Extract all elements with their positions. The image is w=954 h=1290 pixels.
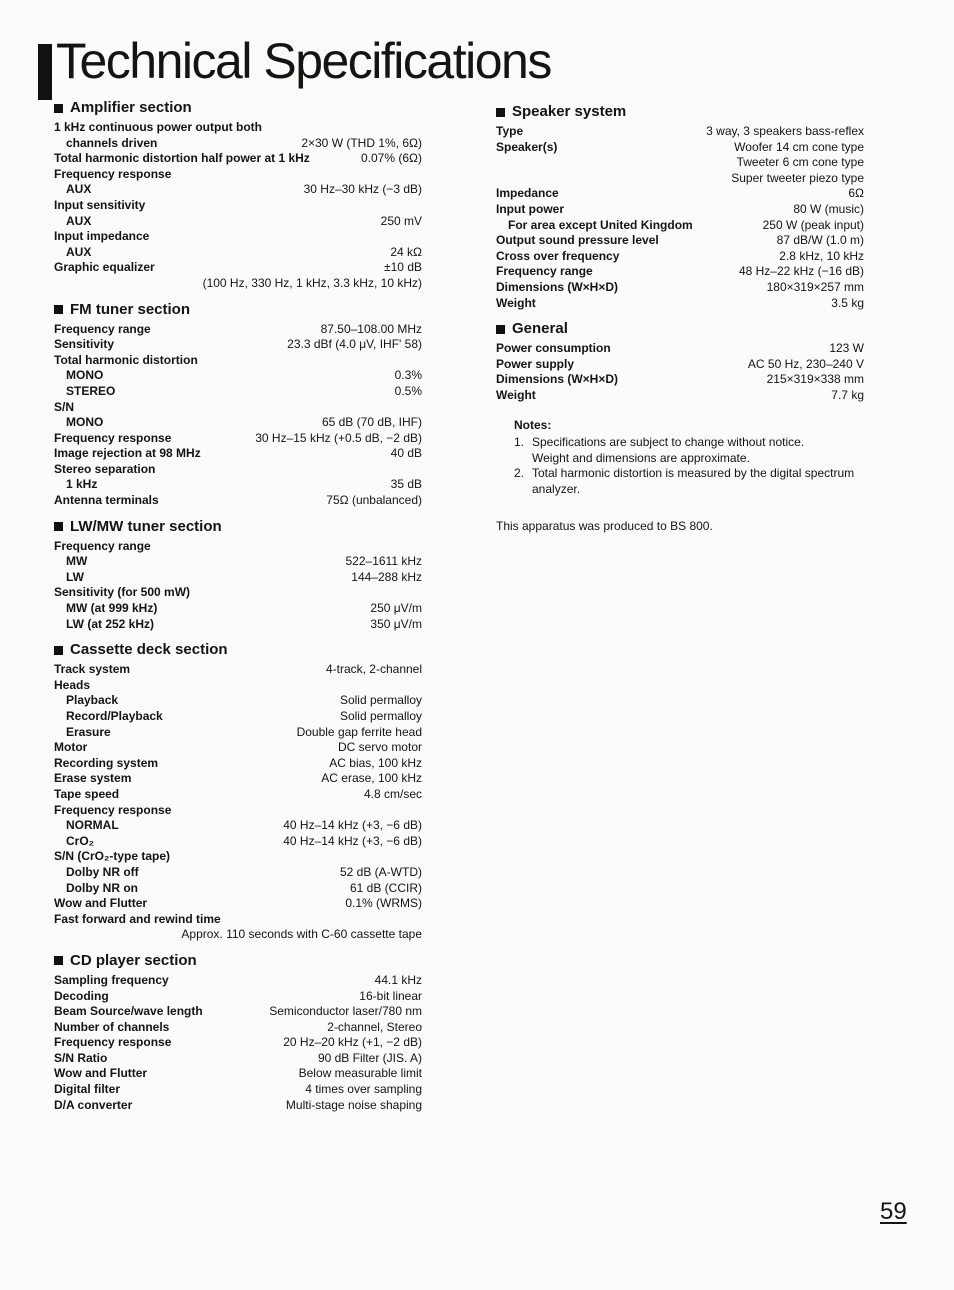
spec-value: 2-channel, Stereo [327,1019,422,1034]
spec-value: 250 W (peak input) [762,217,864,232]
spec-label: AUX [66,213,92,228]
spec-label: Number of channels [54,1019,170,1034]
spec-label: MONO [66,415,104,430]
spec-value: 2.8 kHz, 10 kHz [779,248,864,263]
spec-value: 30 Hz–15 kHz (+0.5 dB, −2 dB) [255,430,422,445]
note-body [532,435,804,466]
spec-label: MW [66,554,88,569]
spec-label: NORMAL [66,818,119,833]
spec-label: Input impedance [54,229,150,244]
spec-row [54,1098,422,1114]
spec-value: 80 W (music) [793,201,864,216]
spec-section [496,102,864,311]
spec-label: Wow and Flutter [54,896,148,911]
note-body [532,466,854,497]
spec-value: 24 kΩ [390,244,422,259]
spec-row [54,709,422,725]
section-heading [54,300,422,320]
spec-row [54,151,422,167]
spec-value: Semiconductor laser/780 nm [269,1004,422,1019]
spec-row [54,1020,422,1036]
spec-row [54,446,422,462]
spec-value: 87.50–108.00 MHz [320,321,422,336]
spec-value: 180×319×257 mm [766,279,864,294]
note-line: Weight and dimensions are approximate. [532,450,750,465]
spec-value: 123 W [829,341,864,356]
spec-value: 7.7 kg [831,387,864,402]
spec-value: AC erase, 100 kHz [321,771,422,786]
spec-row [54,136,422,152]
spec-row [54,1066,422,1082]
spec-label: LW (at 252 kHz) [66,616,155,631]
spec-row [496,140,864,156]
spec-label: Heads [54,677,91,692]
spec-row [54,693,422,709]
spec-label: Dimensions (W×H×D) [496,279,619,294]
section-heading [54,517,422,537]
spec-value: ±10 dB [384,260,422,275]
spec-value: 4-track, 2-channel [325,662,422,677]
notes-list [514,435,864,497]
spec-row [54,120,422,136]
spec-row [496,124,864,140]
spec-label: Stereo separation [54,461,156,476]
spec-row [54,818,422,834]
spec-label: STEREO [66,383,116,398]
spec-label: Fast forward and rewind time [54,911,221,926]
spec-label: Frequency response [54,166,172,181]
spec-value: Approx. 110 seconds with C-60 cassette tape [181,927,422,942]
spec-label: Sensitivity (for 500 mW) [54,585,191,600]
spec-value: 16-bit linear [359,988,422,1003]
spec-value: 48 Hz–22 kHz (−16 dB) [738,264,864,279]
spec-value: Below measurable limit [298,1066,422,1081]
spec-label: Cross over frequency [496,248,620,263]
square-bullet-icon [496,325,505,334]
spec-row [54,803,422,819]
spec-value: 30 Hz–30 kHz (−3 dB) [303,182,422,197]
square-bullet-icon [54,646,63,655]
spec-section [54,640,422,943]
spec-row [54,1082,422,1098]
spec-row [496,186,864,202]
spec-label: Dimensions (W×H×D) [496,372,619,387]
spec-row [54,662,422,678]
spec-row [54,787,422,803]
spec-label: Frequency range [54,538,151,553]
spec-row [496,280,864,296]
section-heading [54,951,422,971]
spec-label: S/N (CrO₂-type tape) [54,849,171,864]
spec-label: Impedance [496,186,559,201]
spec-value: 87 dB/W (1.0 m) [776,233,864,248]
spec-row [496,171,864,187]
spec-label: Frequency range [496,264,593,279]
spec-label: Frequency response [54,802,172,817]
spec-label: Decoding [54,988,109,1003]
title-accent-bar [38,44,52,100]
spec-row [54,260,422,276]
spec-row [54,1004,422,1020]
spec-label: Graphic equalizer [54,260,155,275]
spec-label: Frequency response [54,430,172,445]
right-sections [496,102,864,404]
spec-label: Speaker(s) [496,139,558,154]
section-heading-text: Amplifier section [70,99,192,116]
spec-label: S/N [54,399,75,414]
spec-row [54,539,422,555]
spec-row [54,834,422,850]
spec-value: (100 Hz, 330 Hz, 1 kHz, 3.3 kHz, 10 kHz) [202,275,422,290]
spec-row [54,477,422,493]
spec-label: S/N Ratio [54,1050,108,1065]
square-bullet-icon [54,305,63,314]
spec-row [54,678,422,694]
spec-row [54,617,422,633]
spec-section [54,300,422,509]
spec-label: Motor [54,740,88,755]
spec-row [496,388,864,404]
spec-label: Erase system [54,771,132,786]
spec-label: Erasure [66,724,111,739]
section-heading-text: Speaker system [512,103,627,120]
section-heading [54,98,422,118]
spec-label: MW (at 999 kHz) [66,601,158,616]
spec-section [496,319,864,403]
spec-row [54,384,422,400]
spec-label: Recording system [54,755,159,770]
section-heading [496,319,864,339]
notes [496,418,864,498]
spec-row [54,927,422,943]
spec-value: DC servo motor [337,740,422,755]
spec-label: Antenna terminals [54,493,159,508]
spec-label: For area except United Kingdom [508,217,693,232]
spec-row [54,989,422,1005]
spec-value: 20 Hz–20 kHz (+1, −2 dB) [283,1035,422,1050]
spec-label: Input sensitivity [54,197,146,212]
spec-label: Power consumption [496,341,611,356]
spec-row [496,155,864,171]
spec-value: 3 way, 3 speakers bass-reflex [706,124,864,138]
spec-value: 250 μV/m [370,601,422,616]
spec-row [54,229,422,245]
spec-value: 40 Hz–14 kHz (+3, −6 dB) [283,833,422,848]
spec-row [54,245,422,261]
spec-row [54,415,422,431]
spec-value: Solid permalloy [339,693,422,708]
spec-row [54,849,422,865]
spec-label: Wow and Flutter [54,1066,148,1081]
spec-label: Tape speed [54,786,120,801]
spec-label: MONO [66,368,104,383]
spec-label: AUX [66,244,92,259]
spec-label: Record/Playback [66,709,163,723]
spec-section [54,98,422,292]
section-heading-text: Cassette deck section [70,641,228,659]
note-line: Total harmonic distortion is measured by the digital spectrum [532,466,855,480]
section-heading-text: CD player section [70,951,197,969]
spec-row [54,973,422,989]
spec-row [54,431,422,447]
section-heading-text: LW/MW tuner section [70,517,222,535]
spec-label: CrO₂ [66,833,95,848]
spec-value: 44.1 kHz [374,972,422,987]
spec-value: 75Ω (unbalanced) [326,493,422,508]
spec-row [496,233,864,249]
spec-value: AC bias, 100 kHz [329,755,422,770]
spec-value: 0.1% (WRMS) [345,896,422,911]
spec-value: 0.3% [394,368,422,383]
spec-value: 90 dB Filter (JIS. A) [317,1050,422,1065]
spec-label: Sensitivity [54,337,115,352]
spec-row [54,601,422,617]
spec-row [54,353,422,369]
spec-row [54,214,422,230]
spec-value: 522–1611 kHz [345,554,422,569]
spec-row [54,896,422,912]
square-bullet-icon [54,956,63,965]
spec-row [54,740,422,756]
spec-row [54,570,422,586]
spec-section [54,517,422,633]
spec-value: 250 mV [380,213,422,228]
spec-row [496,202,864,218]
spec-row [496,296,864,312]
section-heading [496,102,864,122]
spec-label: Weight [496,387,536,402]
left-column [54,98,422,1121]
spec-row [496,372,864,388]
spec-label: 1 kHz [66,477,98,492]
section-heading [54,640,422,660]
spec-value: Woofer 14 cm cone type [734,139,864,154]
spec-label: Track system [54,662,131,677]
spec-row [496,264,864,280]
spec-value: Super tweeter piezo type [731,170,864,185]
note-line: Specifications are subject to change without notice. [532,435,805,449]
spec-row [54,585,422,601]
spec-row [54,725,422,741]
spec-row [54,462,422,478]
spec-value: 52 dB (A-WTD) [339,864,422,879]
spec-row [54,322,422,338]
spec-row [54,756,422,772]
spec-label: Frequency range [54,321,151,336]
spec-label: D/A converter [54,1097,133,1112]
spec-value: 2×30 W (THD 1%, 6Ω) [301,135,422,150]
spec-value: 40 dB [390,446,422,461]
spec-value: 40 Hz–14 kHz (+3, −6 dB) [283,818,422,833]
spec-value: 3.5 kg [831,295,864,310]
spec-value: Tweeter 6 cm cone type [736,155,864,170]
section-heading-text: General [512,320,568,338]
note-number: 1. [514,435,525,449]
spec-label: Total harmonic distortion half power at 1 kHz [54,151,310,166]
spec-value: 23.3 dBf (4.0 μV, IHF' 58) [287,337,422,352]
spec-value: 61 dB (CCIR) [349,880,422,895]
spec-value: 4 times over sampling [305,1082,422,1097]
spec-row [496,341,864,357]
spec-value: 215×319×338 mm [766,372,864,387]
right-column [496,102,864,533]
spec-label: Output sound pressure level [496,233,659,248]
spec-row [54,400,422,416]
page-number: 59 [880,1198,907,1225]
spec-row [496,249,864,265]
spec-row [54,881,422,897]
spec-label: Frequency response [54,1035,172,1050]
spec-row [54,1035,422,1051]
note-item [514,435,864,466]
spec-row [54,182,422,198]
spec-row [54,276,422,292]
spec-row [54,337,422,353]
spec-value: 0.07% (6Ω) [361,151,422,166]
spec-label: Sampling frequency [54,972,169,987]
square-bullet-icon [54,104,63,113]
spec-value: AC 50 Hz, 230–240 V [747,356,864,371]
spec-label: Digital filter [54,1082,121,1097]
spec-value: 4.8 cm/sec [363,786,422,801]
note-item [514,466,864,497]
spec-label: Dolby NR off [66,864,139,879]
spec-section [54,951,422,1113]
spec-label: Dolby NR on [66,880,138,895]
spec-label: AUX [66,182,92,197]
produced-statement: This apparatus was produced to BS 800. [496,519,713,533]
spec-label: Weight [496,295,536,310]
spec-label: Total harmonic distortion [54,352,198,367]
spec-row [54,865,422,881]
spec-row [54,1051,422,1067]
notes-title: Notes: [514,417,552,432]
spec-row [54,912,422,928]
spec-value: Solid permalloy [339,709,422,723]
page-title: Technical Specifications [56,33,551,89]
spec-row [54,198,422,214]
spec-row [54,554,422,570]
spec-label: Type [496,124,524,138]
spec-row [496,218,864,234]
spec-label: Image rejection at 98 MHz [54,446,201,461]
note-line: analyzer. [532,481,581,496]
spec-label: Beam Source/wave length [54,1004,203,1019]
square-bullet-icon [496,108,505,117]
section-heading-text: FM tuner section [70,300,191,318]
spec-value: 65 dB (70 dB, IHF) [321,415,422,430]
spec-label: Power supply [496,356,575,371]
spec-row [496,357,864,373]
spec-value: 35 dB [390,477,422,492]
spec-value: 144–288 kHz [351,569,422,584]
spec-label: Input power [496,201,564,216]
spec-row [54,167,422,183]
spec-value: 6Ω [848,186,864,201]
spec-label: channels driven [66,135,158,150]
spec-label: Playback [66,693,119,708]
spec-value: 350 μV/m [370,616,422,631]
note-number: 2. [514,466,525,480]
spec-value: Double gap ferrite head [296,724,422,739]
spec-value: 0.5% [394,383,422,398]
square-bullet-icon [54,522,63,531]
spec-row [54,493,422,509]
spec-label: LW [66,569,84,584]
spec-label: 1 kHz continuous power output both [54,120,262,134]
spec-value: Multi-stage noise shaping [285,1097,422,1112]
spec-row [54,771,422,787]
spec-row [54,368,422,384]
